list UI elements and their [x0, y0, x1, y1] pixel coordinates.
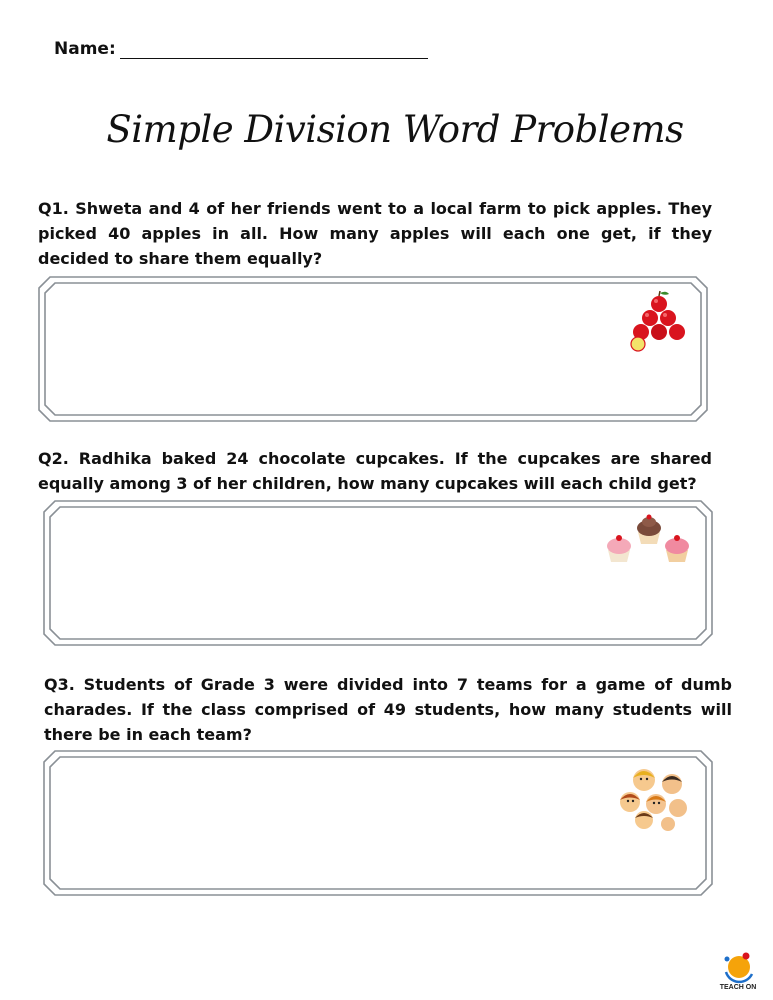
question-2-text: Q2. Radhika baked 24 chocolate cupcakes. If the cupcakes are shared equally among 3 of her children, how many cupcakes will each child get? [38, 449, 712, 493]
answer-box-3[interactable] [43, 750, 713, 896]
logo-mark-icon [714, 948, 762, 984]
teach-on-logo [714, 948, 762, 996]
page-title: Simple Division Word Problems [106, 108, 684, 151]
name-label: Name: [54, 39, 116, 59]
apples-icon [624, 290, 694, 356]
name-field [54, 38, 428, 59]
cupcakes-icon [604, 510, 696, 566]
name-line[interactable] [120, 38, 428, 59]
answer-box-1[interactable] [38, 276, 708, 422]
children-faces-icon [614, 766, 692, 832]
logo-text: TEACH ON [719, 984, 757, 991]
question-1-text: Q1. Shweta and 4 of her friends went to a local farm to pick apples. They picked 40 apples in all. How many apples will each one get, if they decided to share them equally? [38, 199, 712, 268]
answer-box-frame [43, 750, 713, 896]
answer-box-frame [38, 276, 708, 422]
question-3-text: Q3. Students of Grade 3 were divided into 7 teams for a game of dumb charades. If the class comprised of 49 students, how many students will there be in each team? [44, 675, 732, 744]
